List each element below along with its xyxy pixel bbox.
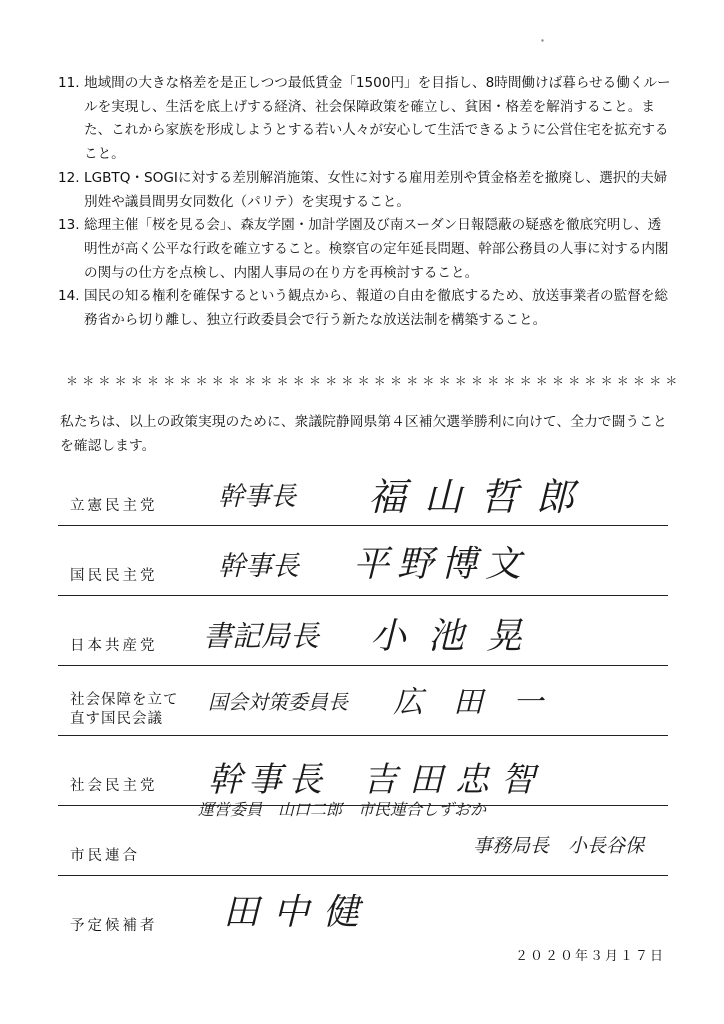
policy-number: 14. [58,288,80,305]
policy-text: 国民の知る権利を確保するという観点から、報道の自由を徹底するため、放送事業者の監督を総務省から切り離し、独立行政委員会で行う新たな放送法制を構築すること。 [84,288,668,329]
policy-number: 13. [58,217,80,234]
candidate-label: 予定候補者 [70,918,158,934]
separator-line: ＊＊＊＊＊＊＊＊＊＊＊＊＊＊＊＊＊＊＊＊＊＊＊＊＊＊＊＊＊＊＊＊＊＊＊＊＊＊ [66,374,682,388]
handwritten-name: 広田一 [393,685,573,720]
handwritten-signature-line1: 運営委員 山口二郎 市民連合しずおか [198,800,487,819]
policy-number: 12. [58,169,80,186]
handwritten-title: 国会対策委員長 [208,690,348,714]
party-label: 国民民主党 [70,568,158,584]
party-label-line2: 直す国民会議 [70,711,163,727]
party-label: 市民連合 [70,848,140,864]
scan-speck [540,28,545,33]
handwritten-name: 小池晃 [370,616,545,657]
signature-row-jcp [58,595,668,666]
handwritten-name: 平野博文 [353,544,530,585]
document-date: ２０２０年３月１７日 [515,949,666,964]
policy-item-14 [58,285,673,332]
handwritten-name: 福山哲郎 [368,475,593,519]
policy-list [58,72,673,333]
party-label: 立憲民主党 [70,498,158,514]
policy-number: 11. [58,75,80,91]
signature-row-sdp [58,735,668,806]
party-label [70,691,179,729]
signature-row-kokumin-kaigi [58,665,668,736]
party-label: 日本共産党 [70,638,158,654]
policy-item-13 [58,214,673,285]
signature-row-candidate [58,875,668,945]
handwritten-title: 幹事長 [218,482,297,512]
party-label-line1: 社会保障を立て [70,692,179,708]
handwritten-title: 幹事長 [208,760,328,800]
policy-text: 地域間の大きな格差を是正しつつ最低賃金「1500円」を目指し、8時間働けば暮らせる働くルールを実現し、生活を底上げする経済、社会保障政策を確立し、貧困・格差を解消すること。また、これから家族を形成しようとする若い人々が安心して生活できるように公営住宅を拡充すること。 [84,75,671,163]
handwritten-title: 幹事長 [218,551,299,582]
signature-row-shimin-rengo [58,800,668,876]
handwritten-signature-line2: 事務局長 小長谷保 [473,835,645,857]
handwritten-title: 書記局長 [203,619,320,653]
signature-row-cdp [58,455,668,526]
party-label: 社会民主党 [70,778,158,794]
policy-item-12 [58,167,673,214]
policy-text: LGBTQ・SOGIに対する差別解消施策、女性に対する雇用差別や賃金格差を撤廃し、選択的夫婦別姓や議員間男女同数化（パリテ）を実現すること。 [84,169,668,210]
handwritten-name: 田中健 [223,892,374,933]
declaration-text: 私たちは、以上の政策実現のために、衆議院静岡県第４区補欠選挙勝利に向けて、全力で闘うことを確認します。 [60,414,667,454]
handwritten-name: 吉田忠智 [363,760,547,800]
policy-text: 総理主催「桜を見る会」、森友学園・加計学園及び南スーダン日報隠蔽の疑惑を徹底究明し、透明性が高く公平な行政を確立すること。検察官の定年延長問題、幹部公務員の人事に対する内閣の関与の仕方を点検し、内閣人事局の在り方を再検討すること。 [84,217,669,281]
policy-item-11 [58,72,673,167]
signature-row-dpfp [58,525,668,596]
